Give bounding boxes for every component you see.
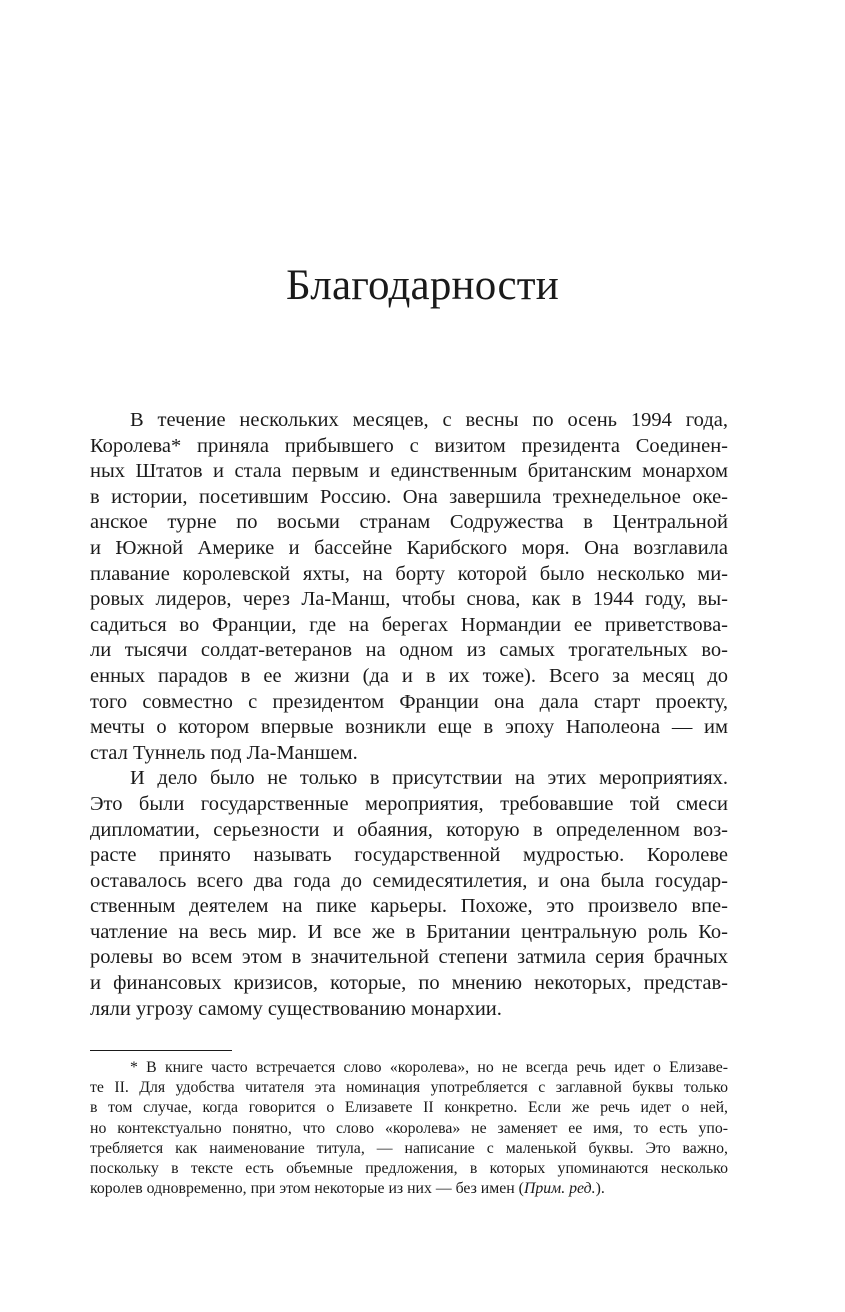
text-line: и Южной Америке и бассейне Карибского моря. Она возглавила: [90, 536, 728, 559]
text-line: дипломатии, серьезности и обаяния, которую в определенном воз-: [90, 818, 728, 841]
text-line: И дело было не только в присутствии на этих мероприятиях.: [130, 767, 728, 790]
text-line: ролевы во всем этом в значительной степени затмила серия брачных: [90, 946, 728, 969]
text-line: Королева* приняла прибывшего с визитом президента Соединен-: [90, 434, 728, 457]
footnote-text: ).: [595, 1180, 605, 1198]
paragraph-1: [90, 408, 728, 766]
text-line: ровых лидеров, через Ла-Манш, чтобы снова, как в 1944 году, вы-: [90, 588, 728, 611]
footnote: [90, 1058, 728, 1199]
text-line: расте принято называть государственной мудростью. Королеве: [90, 844, 728, 867]
text-line: ных Штатов и стала первым и единственным британским монархом: [90, 460, 728, 483]
text-line: чатление на весь мир. И все же в Британии центральную роль Ко-: [90, 920, 728, 943]
text-line: и финансовых кризисов, которые, по мнению некоторых, представ-: [90, 972, 728, 995]
footnote-line: но контекстуально понятно, что слово «королева» не заменяет ее имя, то есть упо-: [90, 1119, 728, 1137]
text-line: енных парадов в ее жизни (да и в их тоже). Всего за месяц до: [90, 664, 728, 687]
text-line: В течение нескольких месяцев, с весны по осень 1994 года,: [130, 409, 728, 431]
footnote-text: королев одновременно, при этом некоторые из них — без имен (: [90, 1180, 524, 1198]
footnote-line: * В книге часто встречается слово «королева», но не всегда речь идет о Елизаве-: [130, 1059, 728, 1076]
text-line: стал Туннель под Ла-Маншем.: [90, 741, 358, 764]
footnote-divider: [90, 1050, 232, 1051]
text-line: того совместно с президентом Франции она дала старт проекту,: [90, 690, 728, 713]
text-line: Это были государственные мероприятия, требовавшие той смеси: [90, 792, 728, 815]
footnote-line: в том случае, когда говорится о Елизавете II конкретно. Если же речь идет о ней,: [90, 1099, 728, 1117]
text-line: в истории, посетившим Россию. Она завершила трехнедельное оке-: [90, 485, 728, 508]
body-text: [90, 408, 728, 1022]
paragraph-2: [90, 766, 728, 1022]
footnote-line-last: [90, 1179, 728, 1199]
text-line: ли тысячи солдат-ветеранов на одном из самых трогательных во-: [90, 639, 728, 662]
text-line: анское турне по восьми странам Содружества в Центральной: [90, 511, 728, 534]
text-line: ляли угрозу самому существованию монархии.: [90, 997, 502, 1020]
footnote-line: те II. Для удобства читателя эта номинация употребляется с заглавной буквы только: [90, 1079, 728, 1097]
page-title: Благодарности: [285, 262, 560, 309]
text-line: оставалось всего два года до семидесятилетия, и она была государ-: [90, 869, 728, 892]
text-line: ственным деятелем на пике карьеры. Похоже, это произвело впе-: [90, 895, 728, 918]
text-line: плавание королевской яхты, на борту которой было несколько ми-: [90, 562, 728, 585]
text-line: садиться во Франции, где на берегах Нормандии ее приветствова-: [90, 613, 728, 636]
text-line: мечты о котором впервые возникли еще в эпоху Наполеона — им: [90, 716, 728, 739]
editor-note: Прим. ред.: [523, 1180, 596, 1198]
footnote-line: требляется как наименование титула, — написание с маленькой буквы. Это важно,: [90, 1139, 728, 1157]
footnote-line: поскольку в тексте есть объемные предложения, в которых упоминаются несколько: [90, 1159, 728, 1177]
